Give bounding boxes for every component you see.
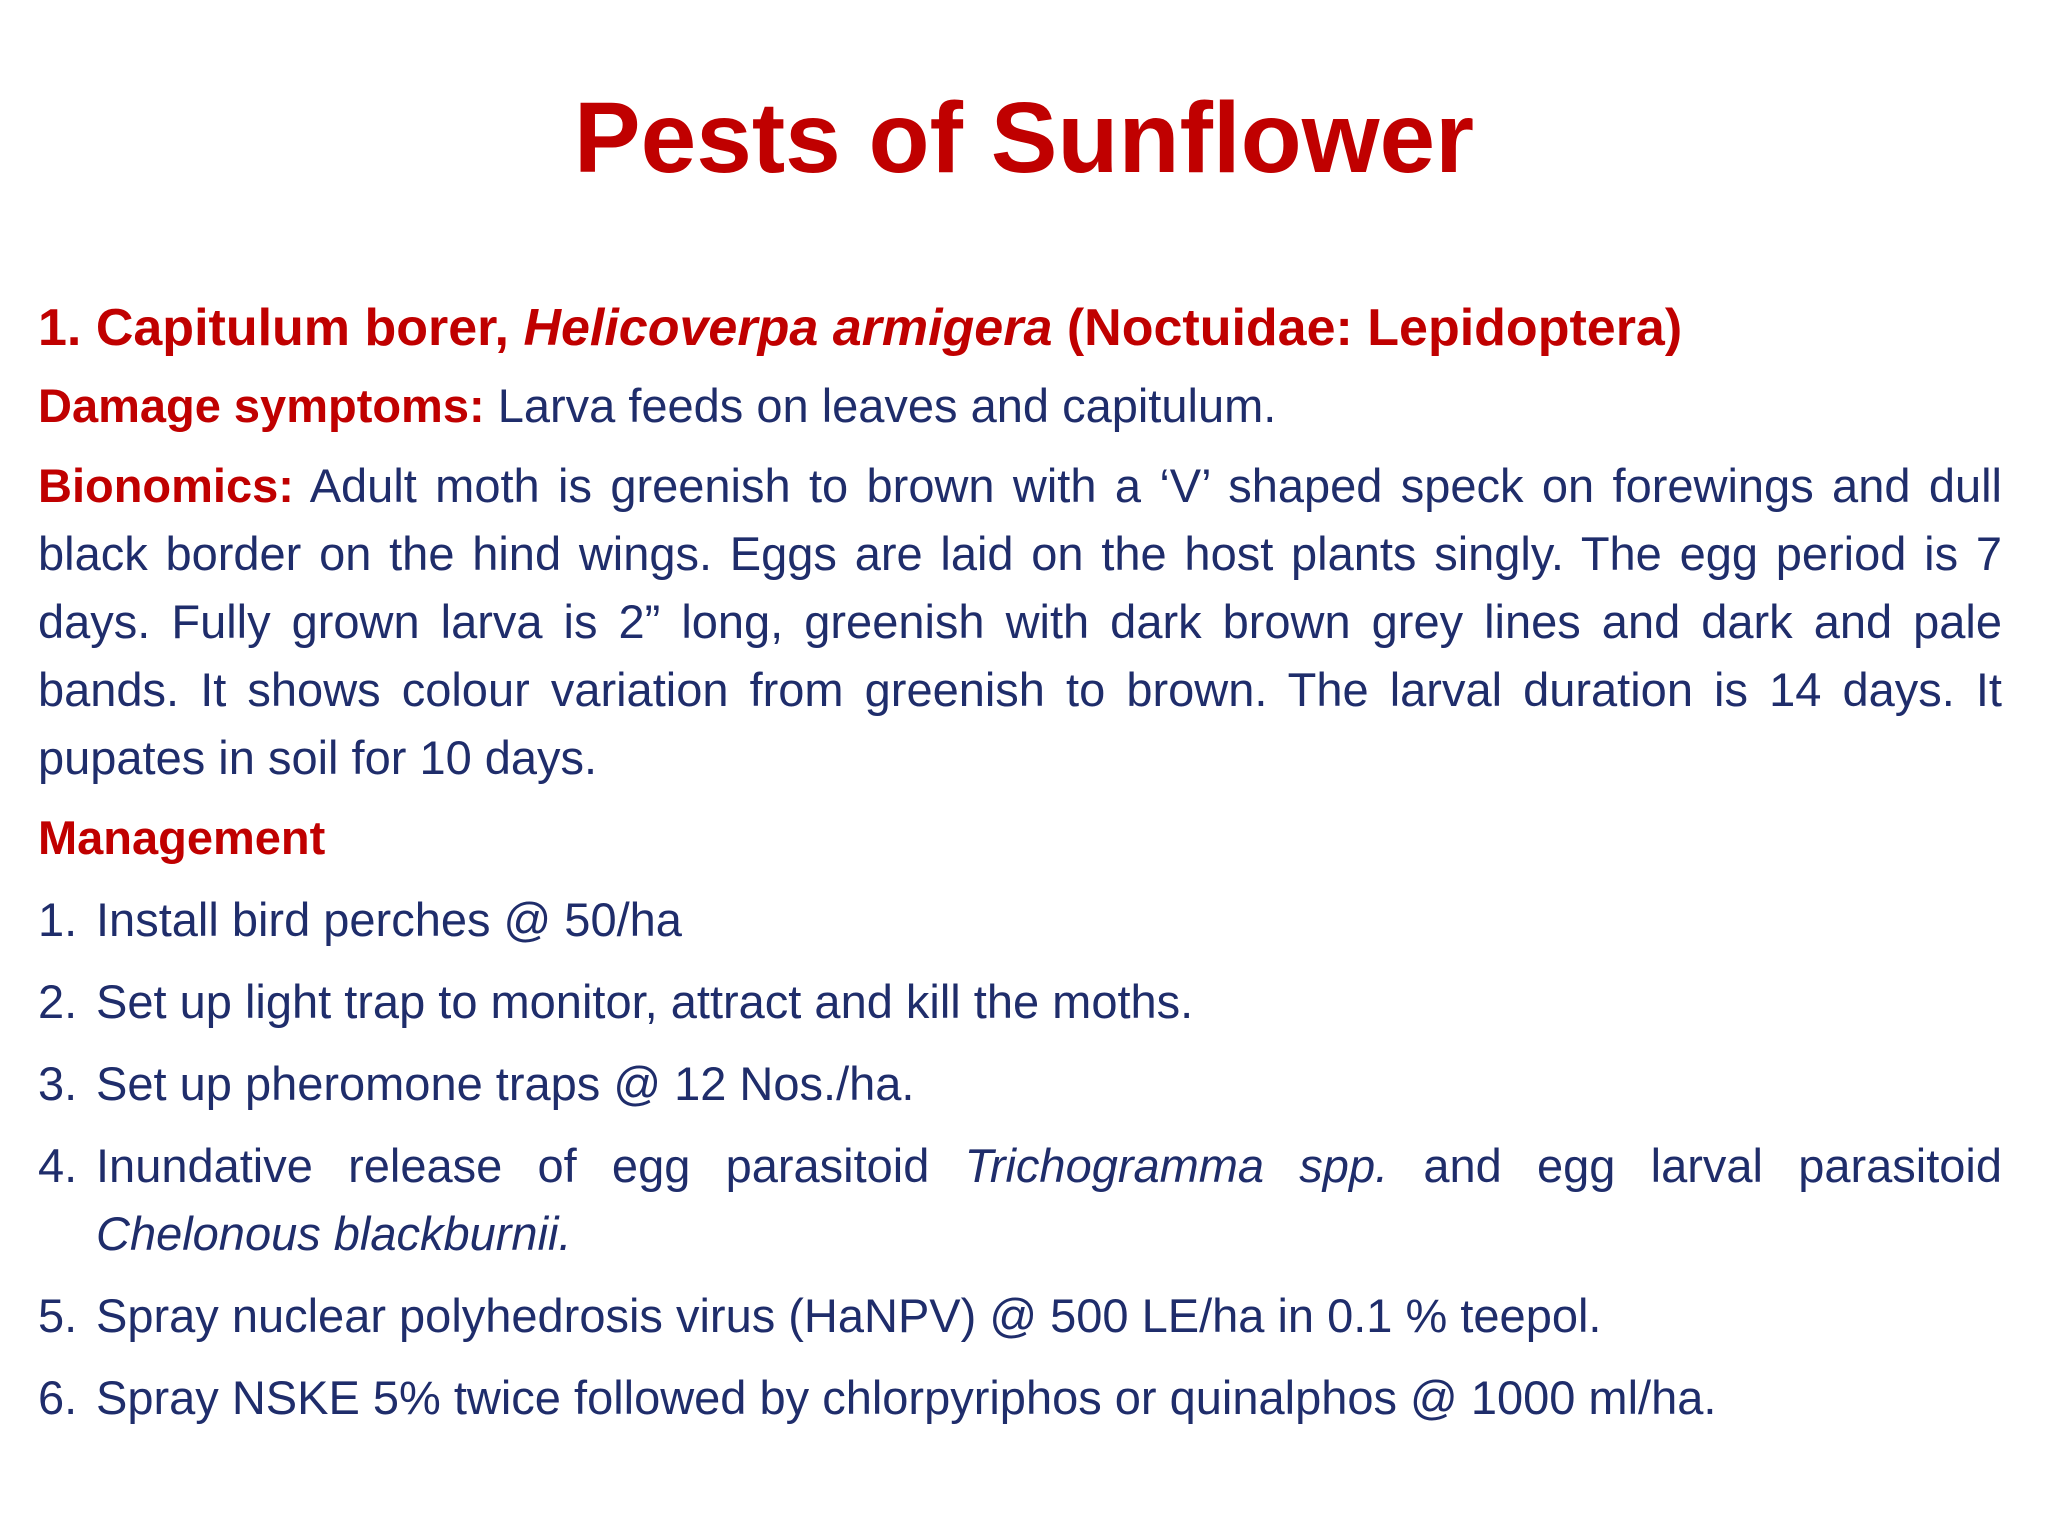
pest-scientific-name: Helicoverpa armigera — [523, 299, 1053, 357]
item-number: 4. — [38, 1139, 78, 1192]
item-text-b: and egg larval parasitoid — [1388, 1139, 2002, 1192]
pest-common-name: Capitulum borer, — [95, 299, 524, 357]
item-number: 2. — [38, 975, 78, 1028]
bionomics — [38, 452, 2002, 792]
item-number: 3. — [38, 1057, 78, 1110]
damage-symptoms — [38, 372, 2002, 440]
item-number: 5. — [38, 1289, 78, 1342]
management-heading: Management — [38, 811, 326, 864]
bionomics-label: Bionomics: — [38, 459, 294, 512]
management-item — [38, 1282, 2002, 1350]
item-text: Set up pheromone traps @ 12 Nos./ha. — [96, 1057, 915, 1110]
item-text: Spray nuclear polyhedrosis virus (HaNPV) @ 500 LE/ha in 0.1 % teepol. — [96, 1289, 1602, 1342]
management-item — [38, 1364, 2002, 1432]
item-number: 1. — [38, 893, 78, 946]
parasitoid-chelonous: Chelonous blackburnii. — [96, 1207, 572, 1260]
item-text: Set up light trap to monitor, attract and kill the moths. — [96, 975, 1194, 1028]
item-number: 6. — [38, 1371, 78, 1424]
management-list — [38, 886, 2002, 1432]
management-item — [38, 886, 2002, 954]
management-item — [38, 968, 2002, 1036]
parasitoid-trichogramma: Trichogramma spp. — [964, 1139, 1389, 1192]
pest-heading — [38, 292, 2002, 364]
damage-text: Larva feeds on leaves and capitulum. — [484, 379, 1277, 432]
pest-family: (Noctuidae: Lepidoptera) — [1052, 299, 1683, 357]
damage-label: Damage symptoms: — [38, 379, 485, 432]
item-text: Spray NSKE 5% twice followed by chlorpyriphos or quinalphos @ 1000 ml/ha. — [96, 1371, 1717, 1424]
pest-number: 1. — [38, 299, 96, 357]
management-item — [38, 1132, 2002, 1268]
item-text — [96, 1132, 2002, 1268]
item-text: Install bird perches @ 50/ha — [96, 893, 682, 946]
bionomics-text: Adult moth is greenish to brown with a ‘V’ shaped speck on forewings and dull black border on the hind wings. Eggs are laid on the host plants singly. The egg period is 7 days. Fully grown larva is 2” long, greenish with dark brown grey lines and dark and pale bands. It shows colour variation from greenish to brown. The larval duration is 14 days. It pupates in soil for 10 days. — [38, 459, 2002, 784]
management-item — [38, 1050, 2002, 1118]
item-text-a: Inundative release of egg parasitoid — [96, 1139, 965, 1192]
slide-content — [38, 292, 2002, 1446]
slide-title: Pests of Sunflower — [573, 82, 1475, 194]
